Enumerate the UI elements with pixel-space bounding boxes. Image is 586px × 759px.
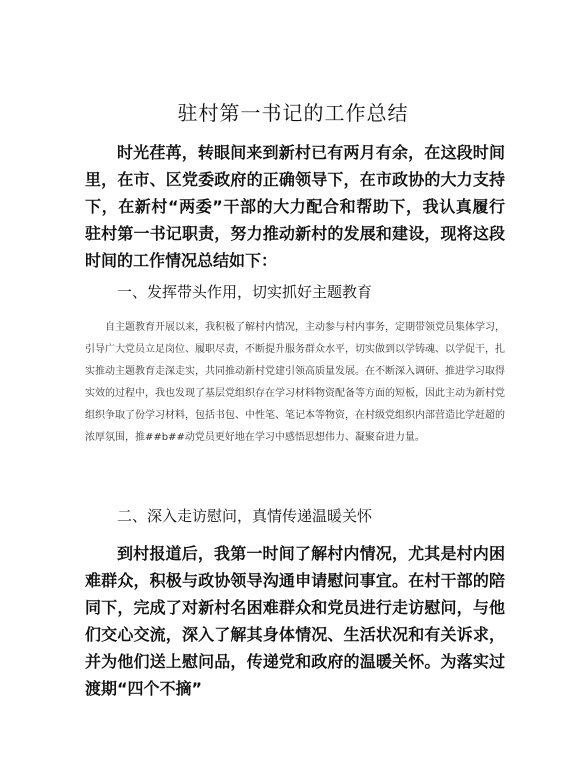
section-heading-1: 一、发挥带头作用，切实抓好主题教育: [117, 283, 373, 301]
section-body-2: 到村报道后，我第一时间了解村内情况，尤其是村内困难群众，积极与政协领导沟通申请慰问事宜。在村干部的陪同下，完成了对新村名困难群众和党员进行走访慰问，与他们交心交流，深入了解其身体情况、生活状况和有关诉求，并为他们送上慰问品，传递党和政府的温暖关怀。为落实过渡期“四个不摘”: [85, 544, 505, 698]
section-body-1: 自主题教育开展以来，我积极了解村内情况，主动参与村内事务，定期带领党员集体学习，引导广大党员立足岗位、履职尽责，不断提升服务群众水平，切实做到以学铸魂、以学促干，扎实推动主题教育走深走实，共同推动新村党建引领高质量发展。在不断深入调研、推进学习取得实效的过程中，我也发现了基层党组织存在学习材料物资配备等方面的短板，因此主动为新村党组织争取了份学习材料，包括书包、中性笔、笔记本等物资，在村级党组织内部营造比学赶超的浓厚氛围，推##b##动党员更好地在学习中感悟思想伟力、凝聚奋进力量。: [85, 322, 505, 443]
document-title: 驻村第一书记的工作总结: [177, 101, 409, 125]
section-heading-2: 二、深入走访慰问，真情传递温暖关怀: [117, 507, 373, 525]
intro-paragraph: 时光荏苒，转眼间来到新村已有两月有余，在这段时间里，在市、区党委政府的正确领导下，在市政协的大力支持下，在新村“两委”干部的大力配合和帮助下，我认真履行驻村第一书记职责，努力推动新村的发展和建设，现将这段时间的工作情况总结如下：: [85, 143, 505, 270]
